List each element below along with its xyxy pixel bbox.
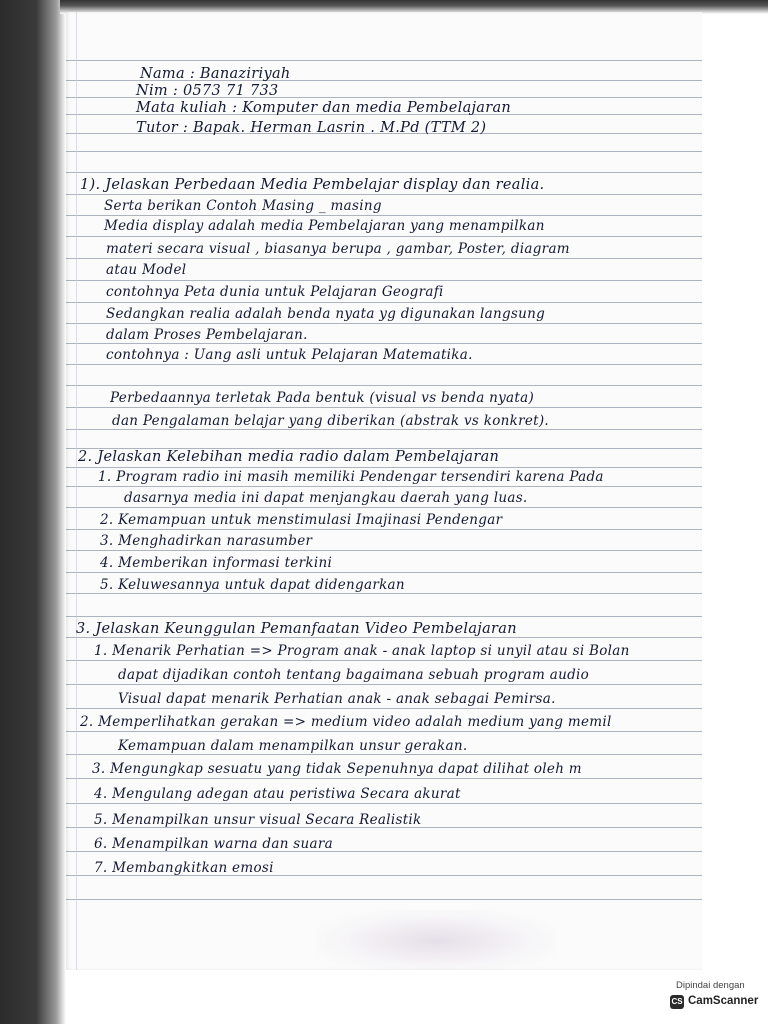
margin-line — [76, 12, 77, 970]
answer-line: atau Model — [106, 262, 187, 278]
answer-line: contohnya Peta dunia untuk Pelajaran Geografi — [106, 284, 444, 300]
answer-line: dan Pengalaman belajar yang diberikan (abstrak vs konkret). — [112, 413, 550, 429]
ruled-line — [66, 660, 702, 661]
answer-line: Media display adalah media Pembelajaran yang menampilkan — [104, 218, 545, 234]
scan-backdrop-left — [0, 0, 66, 1024]
answer-line: 3. Menghadirkan narasumber — [100, 533, 313, 549]
ruled-line — [66, 151, 702, 152]
ruled-line — [66, 593, 702, 594]
answer-line: Serta berikan Contoh Masing _ masing — [104, 198, 382, 214]
question-1-title: 1). Jelaskan Perbedaan Media Pembelajar display dan realia. — [80, 177, 545, 193]
ruled-line — [66, 302, 702, 303]
answer-line: 7. Membangkitkan emosi — [94, 860, 274, 876]
question-3-title: 3. Jelaskan Keunggulan Pemanfaatan Video Pembelajaran — [76, 621, 517, 637]
ruled-line — [66, 407, 702, 408]
watermark-caption: Dipindai dengan — [676, 980, 745, 991]
answer-line: 4. Mengulang adegan atau peristiwa Secara akurat — [94, 786, 461, 802]
ruled-line — [66, 507, 702, 508]
camscanner-logo-icon: CS — [670, 995, 684, 1009]
answer-line: 5. Keluwesannya untuk dapat didengarkan — [100, 577, 405, 593]
ruled-line — [66, 803, 702, 804]
ruled-line — [66, 60, 702, 61]
ruled-line — [66, 429, 702, 430]
course-name: Mata kuliah : Komputer dan media Pembelajaran — [136, 100, 512, 116]
ruled-line — [66, 708, 702, 709]
answer-line: 1. Program radio ini masih memiliki Pendengar tersendiri karena Pada — [98, 469, 604, 485]
ruled-line — [66, 343, 702, 344]
answer-line: Sedangkan realia adalah benda nyata yg digunakan langsung — [106, 306, 546, 322]
answer-line: materi secara visual , biasanya berupa , gambar, Poster, diagram — [106, 241, 570, 257]
answer-line: 2. Memperlihatkan gerakan => medium video adalah medium yang memil — [80, 714, 612, 730]
answer-line: Kemampuan dalam menampilkan unsur gerakan. — [118, 738, 468, 754]
answer-line: contohnya : Uang asli untuk Pelajaran Matematika. — [106, 347, 473, 363]
ruled-line — [66, 172, 702, 173]
answer-line: Perbedaannya terletak Pada bentuk (visual vs benda nyata) — [110, 390, 535, 406]
ruled-line — [66, 550, 702, 551]
answer-line: 6. Menampilkan warna dan suara — [94, 836, 333, 852]
ruled-line — [66, 323, 702, 324]
ruled-line — [66, 467, 702, 468]
ruled-line — [66, 731, 702, 732]
ruled-line — [66, 529, 702, 530]
answer-line: 1. Menarik Perhatian => Program anak - anak laptop si unyil atau si Bolan — [94, 643, 630, 659]
ruled-line — [66, 280, 702, 281]
answer-line: 3. Mengungkap sesuatu yang tidak Sepenuhnya dapat dilihat oleh m — [92, 761, 582, 777]
ruled-line — [66, 778, 702, 779]
ruled-line — [66, 385, 702, 386]
paper-smudge — [316, 910, 556, 970]
ruled-line — [66, 899, 702, 900]
student-name: Nama : Banaziriyah — [140, 66, 291, 82]
ruled-line — [66, 258, 702, 259]
student-nim: Nim : 0573 71 733 — [136, 83, 279, 99]
tutor-name: Tutor : Bapak. Herman Lasrin . M.Pd (TTM 2) — [136, 120, 487, 136]
ruled-line — [66, 572, 702, 573]
ruled-line — [66, 215, 702, 216]
answer-line: 2. Kemampuan untuk menstimulasi Imajinasi Pendengar — [100, 512, 503, 528]
ruled-line — [66, 616, 702, 617]
question-2-title: 2. Jelaskan Kelebihan media radio dalam Pembelajaran — [78, 449, 500, 465]
answer-line: dapat dijadikan contoh tentang bagaimana sebuah program audio — [118, 667, 590, 683]
camscanner-watermark — [668, 980, 762, 1014]
answer-line: dalam Proses Pembelajaran. — [106, 327, 308, 343]
ruled-line — [66, 684, 702, 685]
answer-line: 4. Memberikan informasi terkini — [100, 555, 333, 571]
ruled-line — [66, 194, 702, 195]
answer-line: dasarnya media ini dapat menjangkau daerah yang luas. — [124, 490, 528, 506]
answer-line: Visual dapat menarik Perhatian anak - anak sebagai Pemirsa. — [118, 691, 556, 707]
ruled-line — [66, 236, 702, 237]
notebook-page — [66, 12, 702, 970]
answer-line: 5. Menampilkan unsur visual Secara Realistik — [94, 812, 422, 828]
ruled-line — [66, 486, 702, 487]
watermark-brand: CamScanner — [688, 995, 759, 1007]
ruled-line — [66, 637, 702, 638]
ruled-line — [66, 754, 702, 755]
ruled-line — [66, 364, 702, 365]
